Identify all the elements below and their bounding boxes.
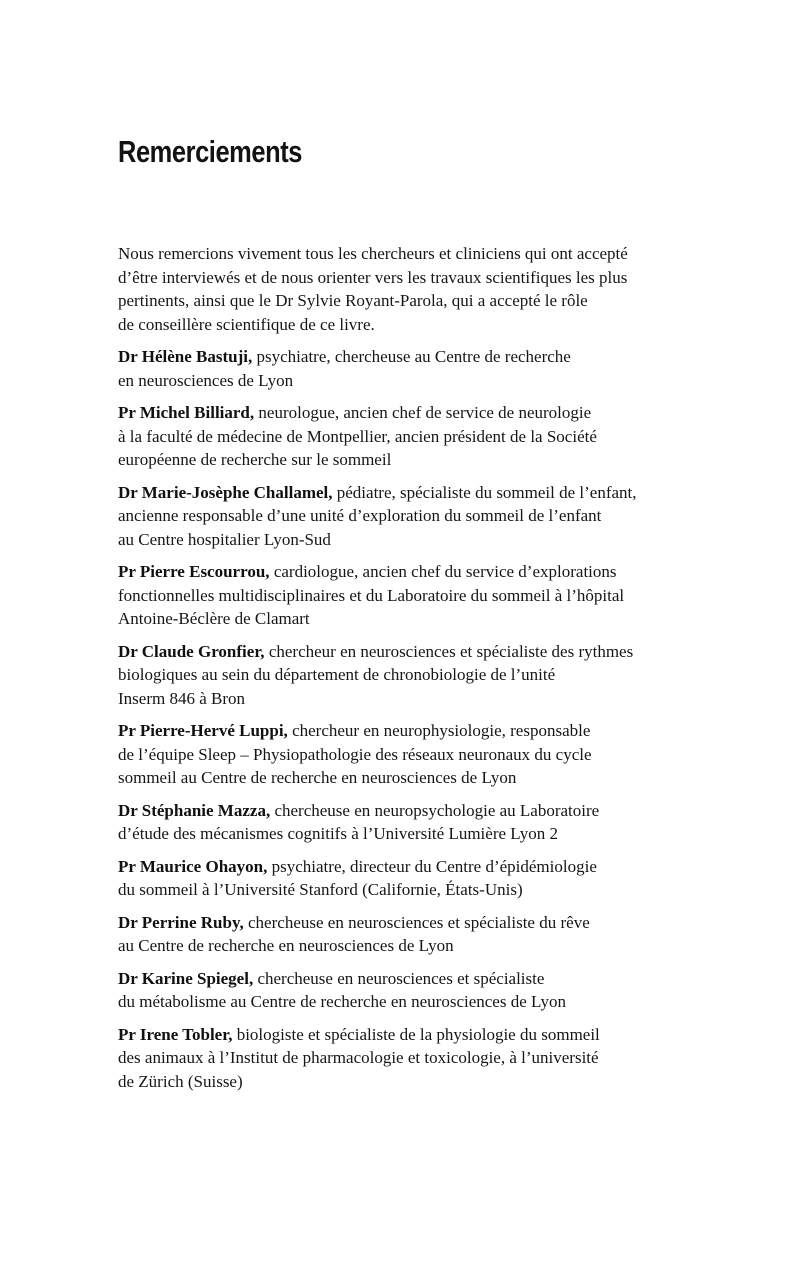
intro-line: pertinents, ainsi que le Dr Sylvie Royant-Parola, qui a accepté le rôle (118, 291, 588, 310)
entry-person-name: Dr Karine Spiegel, (118, 968, 254, 988)
acknowledgment-entry (118, 481, 768, 552)
entry-description-line: européenne de recherche sur le sommeil (118, 450, 392, 469)
page-content (118, 242, 768, 1102)
entry-description-line: du sommeil à l’Université Stanford (Californie, États-Unis) (118, 880, 523, 899)
entry-description-line: sommeil au Centre de recherche en neurosciences de Lyon (118, 768, 517, 787)
intro-line: de conseillère scientifique de ce livre. (118, 314, 375, 334)
acknowledgment-entry (118, 345, 768, 392)
acknowledgment-entry (118, 719, 768, 790)
entry-description-line: pédiatre, spécialiste du sommeil de l’enfant, (336, 482, 637, 502)
entry-description-line: de Zürich (Suisse) (118, 1071, 243, 1091)
entry-description-line: au Centre hospitalier Lyon-Sud (118, 529, 331, 549)
intro-line: d’être interviewés et de nous orienter vers les travaux scientifiques les plus (118, 267, 628, 287)
entry-description-line: chercheuse en neurosciences et spécialiste du rêve (248, 912, 590, 932)
acknowledgment-entry (118, 1023, 768, 1094)
acknowledgment-entry (118, 640, 768, 711)
acknowledgment-entry (118, 911, 768, 958)
entry-description-line: en neurosciences de Lyon (118, 370, 294, 390)
entry-person-name: Dr Hélène Bastuji, (118, 347, 253, 366)
entry-person-name: Dr Marie-Josèphe Challamel, (118, 482, 333, 502)
entry-description-line: cardiologue, ancien chef du service d’explorations (273, 562, 617, 581)
entry-person-name: Dr Perrine Ruby, (118, 912, 244, 932)
entry-description-line: biologiste et spécialiste de la physiologie du sommeil (236, 1024, 600, 1044)
entry-description-line: biologiques au sein du département de chronobiologie de l’unité (118, 665, 556, 684)
entry-description-line: neurologue, ancien chef de service de neurologie (258, 403, 592, 422)
entry-person-name: Pr Michel Billiard, (118, 403, 255, 422)
entry-description-line: fonctionnelles multidisciplinaires et du Laboratoire du sommeil à l’hôpital (118, 585, 625, 605)
acknowledgment-entry (118, 855, 768, 902)
page-title: Remerciements (118, 134, 303, 169)
acknowledgment-entry (118, 967, 768, 1014)
entry-person-name: Dr Stéphanie Mazza, (118, 800, 271, 820)
entry-person-name: Dr Claude Gronfier, (118, 641, 265, 661)
entry-description-line: Antoine-Béclère de Clamart (118, 609, 310, 628)
entry-description-line: chercheuse en neurosciences et spécialiste (257, 968, 545, 988)
entry-description-line: d’étude des mécanismes cognitifs à l’Université Lumière Lyon 2 (118, 824, 558, 843)
entry-description-line: au Centre de recherche en neurosciences de Lyon (118, 936, 454, 955)
entry-description-line: ancienne responsable d’une unité d’exploration du sommeil de l’enfant (118, 506, 602, 525)
acknowledgment-entry (118, 799, 768, 846)
entry-person-name: Pr Maurice Ohayon, (118, 856, 268, 876)
entry-description-line: chercheuse en neuropsychologie au Laboratoire (274, 800, 600, 820)
entry-description-line: des animaux à l’Institut de pharmacologie et toxicologie, à l’université (118, 1048, 599, 1067)
intro-line: Nous remercions vivement tous les chercheurs et cliniciens qui ont accepté (118, 244, 628, 263)
entry-description-line: à la faculté de médecine de Montpellier, ancien président de la Société (118, 426, 597, 446)
acknowledgment-entry (118, 560, 768, 631)
acknowledgment-entry (118, 401, 768, 472)
entry-description-line: du métabolisme au Centre de recherche en neurosciences de Lyon (118, 992, 566, 1011)
entry-description-line: Inserm 846 à Bron (118, 688, 246, 708)
entry-person-name: Pr Pierre-Hervé Luppi, (118, 721, 288, 740)
entry-person-name: Pr Pierre Escourrou, (118, 562, 270, 581)
entry-description-line: chercheur en neurosciences et spécialiste des rythmes (268, 641, 634, 661)
acknowledgment-list (118, 345, 768, 1093)
entry-description-line: de l’équipe Sleep – Physiopathologie des réseaux neuronaux du cycle (118, 744, 592, 764)
intro-paragraph (118, 242, 768, 336)
entry-description-line: chercheur en neurophysiologie, responsable (292, 721, 591, 740)
entry-description-line: psychiatre, chercheuse au Centre de recherche (256, 347, 571, 366)
entry-description-line: psychiatre, directeur du Centre d’épidémiologie (271, 856, 597, 876)
entry-person-name: Pr Irene Tobler, (118, 1024, 233, 1044)
